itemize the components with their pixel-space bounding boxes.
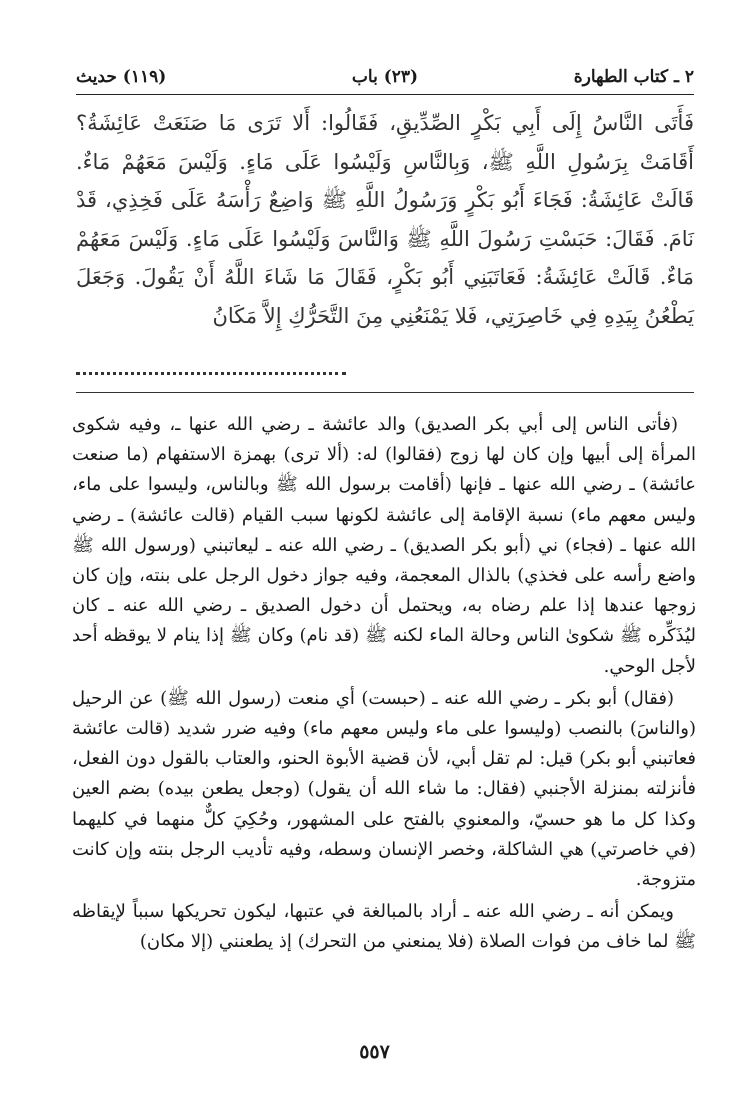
commentary-block: [72, 410, 696, 958]
commentary-divider: [76, 392, 694, 393]
header-divider: [76, 94, 694, 95]
ellipsis-dots: [76, 366, 346, 375]
page-number: ٥٥٧: [359, 1041, 390, 1063]
book-title: ٢ ـ كتاب الطهارة: [573, 67, 694, 87]
hadith-text: فَأَتَى النَّاسُ إِلَى أَبِي بَكْرٍ الصِّدِّيقِ، فَقَالُوا: أَلا تَرَى مَا صَنَعَتْ عَائِشَةُ؟ أَقَامَتْ بِرَسُولِ اللَّهِ ﷺ، وَبِالنَّاسِ وَلَيْسُوا عَلَى مَاءٍ. وَلَيْسَ مَعَهُمْ مَاءٌ. قَالَتْ عَائِشَةُ: فَجَاءَ أَبُو بَكْرٍ وَرَسُولُ اللَّهِ ﷺ وَاضِعٌ رَأْسَهُ عَلَى فَخِذِي، قَدْ نَامَ. فَقَالَ: حَبَسْتِ رَسُولَ اللَّهِ ﷺ وَالنَّاسَ وَلَيْسُوا عَلَى مَاءٍ. وَلَيْسَ مَعَهُمْ مَاءٌ. قَالَتْ عَائِشَةُ: فَعَاتَبَنِي أَبُو بَكْرٍ، فَقَالَ مَا شَاءَ اللَّهُ أَنْ يَقُولَ. وَجَعَلَ يَطْعُنُ بِيَدِهِ فِي خَاصِرَتِي، فَلا يَمْنَعُنِي مِنَ التَّحَرُّكِ إِلاَّ مَكَانُ: [76, 111, 694, 328]
commentary-paragraph: ويمكن أنه ـ رضي الله عنه ـ أراد بالمبالغة في عتبها، ليكون تحريكها سبباً لإيقاظه ﷺ لما خاف من فوات الصلاة (فلا يمنعني من التحرك) إذ يطعنني (إلا مكان): [72, 901, 696, 953]
running-header: [76, 62, 694, 92]
commentary-paragraph: (فأتى الناس إلى أبي بكر الصديق) والد عائشة ـ رضي الله عنها ـ، وفيه شكوى المرأة إلى أبيها وإن كان لها زوج (فقالوا) له: (ألا ترى) بهمزة الاستفهام (ما صنعت عائشة) ـ رضي الله عنها ـ فإنها (أقامت برسول الله ﷺ وبالناس، وليسوا على ماء، وليس معهم ماء) نسبة الإقامة إلى عائشة لكونها سبب القيام (قالت عائشة) ـ رضي الله عنها ـ (فجاء) ني (أبو بكر الصديق) ـ رضي الله عنه ـ ليعاتبني (ورسول الله ﷺ واضع رأسه على فخذي) بالذال المعجمة، وفيه جواز دخول الرجل على بنته، وإن كان زوجها عندها إذا علم رضاه به، ويحتمل أن دخول الصديق ـ رضي الله عنه ـ كان ليُذَكِّره ﷺ شكوىٰ الناس وحالة الماء لكنه ﷺ (قد نام) وكان ﷺ إذا ينام لا يوقظه أحد لأجل الوحي.: [72, 414, 696, 677]
chapter-title: (٢٣) باب: [351, 67, 419, 87]
hadith-number: (١١٩) حديث: [76, 67, 167, 87]
commentary-paragraph: (فقال) أبو بكر ـ رضي الله عنه ـ (حبست) أي منعت (رسول الله ﷺ) عن الرحيل (والناسَ) بالنصب (وليسوا على ماء وليس معهم ماء) وفيه ضرر شديد (قالت عائشة فعاتبني أبو بكر) قيل: لم تقل أبي، لأن قضية الأبوة الحنو، والعتاب بالقول دون الفعل، فأنزلته بمنزلة الأجنبي (فقال: ما شاء الله أن يقول) (وجعل يطعن بيده) بضم العين وكذا كل ما هو حسيّ، والمعنوي بالفتح على المشهور، وحُكِيَ كلٌّ منهما في كليهما (في خاصرتي) هي الشاكلة، وخصر الإنسان وسطه، وفيه تأديب الرجل بنته وإن كانت متزوجة.: [72, 687, 696, 891]
hadith-text-block: [76, 104, 694, 335]
